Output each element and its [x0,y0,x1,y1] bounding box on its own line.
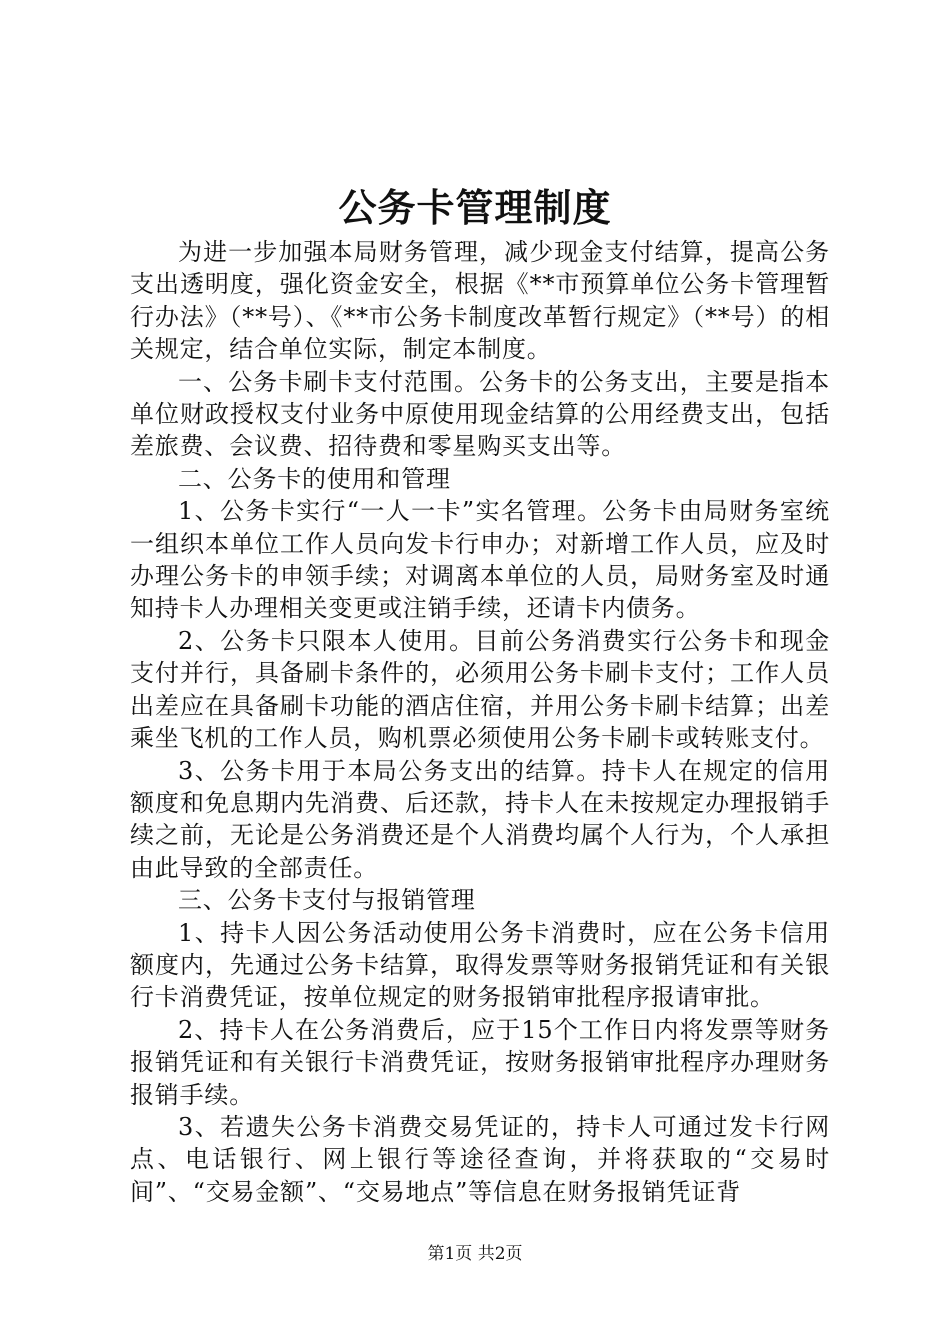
paragraph-section-2-item-3: 3、公务卡用于本局公务支出的结算。持卡人在规定的信用额度和免息期内先消费、后还款，持卡人在未按规定办理报销手续之前，无论是公务消费还是个人消费均属个人行为，个人承担由此导致的全部责任。 [130,756,830,882]
paragraph-section-3-item-2: 2、持卡人在公务消费后，应于15个工作日内将发票等财务报销凭证和有关银行卡消费凭证，按财务报销审批程序办理财务报销手续。 [130,1015,830,1109]
paragraph-section-3-item-3: 3、若遗失公务卡消费交易凭证的，持卡人可通过发卡行网点、电话银行、网上银行等途径查询，并将获取的“交易时间”、“交易金额”、“交易地点”等信息在财务报销凭证背 [130,1112,830,1206]
heading-section-3: 三、公务卡支付与报销管理 [178,886,476,915]
paragraph-section-2-item-2: 2、公务卡只限本人使用。目前公务消费实行公务卡和现金支付并行，具备刷卡条件的，必须用公务卡刷卡支付；工作人员出差应在具备刷卡功能的酒店住宿，并用公务卡刷卡结算；出差乘坐飞机的工作人员，购机票必须使用公务卡刷卡或转账支付。 [130,626,830,753]
paragraph-section-1: 一、公务卡刷卡支付范围。公务卡的公务支出，主要是指本单位财政授权支付业务中原使用现金结算的公用经费支出，包括差旅费、会议费、招待费和零星购买支出等。 [130,367,830,461]
heading-section-2: 二、公务卡的使用和管理 [178,464,451,493]
document-title: 公务卡管理制度 [338,185,612,230]
paragraph-section-2-item-1: 1、公务卡实行“一人一卡”实名管理。公务卡由局财务室统一组织本单位工作人员向发卡行申办；对新增工作人员，应及时办理公务卡的申领手续；对调离本单位的人员，局财务室及时通知持卡人办理相关变更或注销手续，还请卡内债务。 [130,497,830,623]
page-number-footer: 第1页 共2页 [427,1244,523,1264]
paragraph-section-3-item-1: 1、持卡人因公务活动使用公务卡消费时，应在公务卡信用额度内，先通过公务卡结算，取得发票等财务报销凭证和有关银行卡消费凭证，按单位规定的财务报销审批程序报请审批。 [130,918,830,1012]
paragraph-intro: 为进一步加强本局财务管理，减少现金支付结算，提高公务支出透明度，强化资金安全，根据《**市预算单位公务卡管理暂行办法》（**号）、《**市公务卡制度改革暂行规定》（**号）的相关规定，结合单位实际，制定本制度。 [130,238,830,364]
document-body [130,236,830,1208]
